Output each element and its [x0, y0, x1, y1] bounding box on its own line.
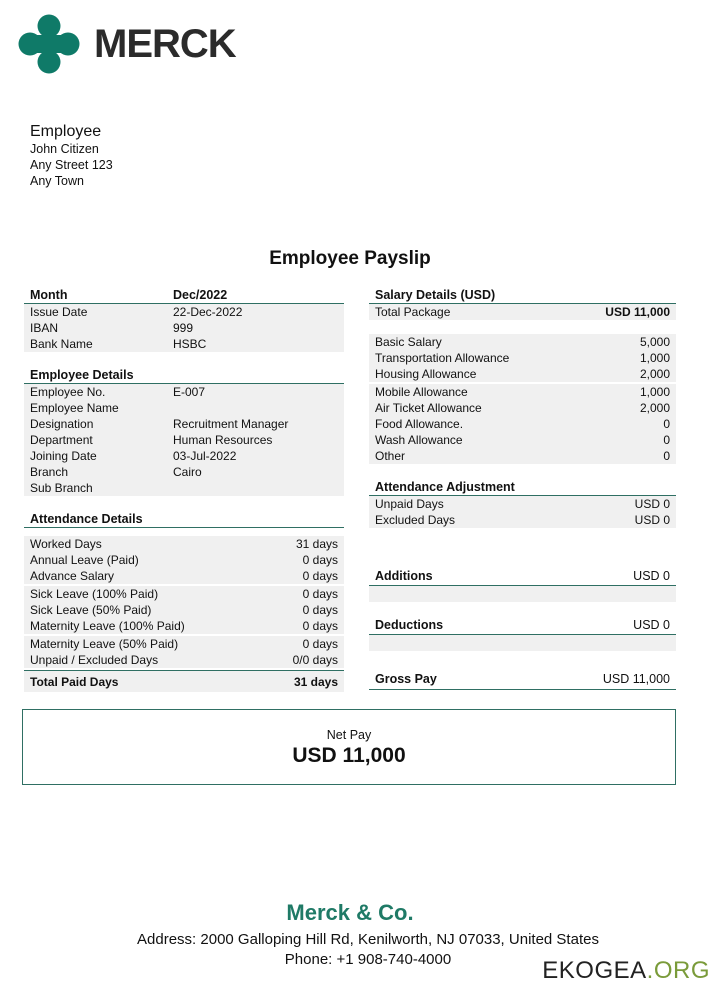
row-value	[173, 400, 338, 416]
row-key: Basic Salary	[375, 335, 442, 349]
row-value: 03-Jul-2022	[173, 449, 237, 463]
row-value: 2,000	[639, 401, 670, 415]
section-heading: Attendance Adjustment	[375, 480, 515, 494]
row-key: Employee Name	[30, 401, 119, 415]
row-key: Annual Leave (Paid)	[30, 553, 139, 567]
row-key: Total Paid Days	[30, 675, 119, 689]
row-value: Cairo	[173, 465, 202, 479]
company-logo	[18, 12, 236, 76]
gross-pay-row	[369, 668, 676, 690]
salary-row	[369, 334, 676, 350]
summary-row	[24, 336, 344, 352]
row-key: Food Allowance.	[375, 417, 464, 431]
salary-row	[369, 448, 676, 464]
row-key: Sick Leave (50% Paid)	[30, 603, 152, 617]
employee-row	[24, 448, 344, 464]
address-line: John Citizen	[30, 142, 99, 156]
row-key: Transportation Allowance	[375, 351, 510, 365]
address-line: Any Street 123	[30, 158, 113, 172]
logo-text: MERCK	[94, 21, 236, 66]
row-value: 0	[663, 433, 670, 447]
row-key: Designation	[30, 417, 94, 431]
allowance-block	[369, 384, 676, 464]
row-value	[173, 480, 338, 496]
total-package-row	[369, 304, 676, 320]
row-key: Wash Allowance	[375, 433, 463, 447]
row-key: Sub Branch	[30, 481, 93, 495]
row-value: 1,000	[639, 385, 670, 399]
row-key: IBAN	[30, 321, 59, 335]
salary-row	[369, 432, 676, 448]
row-value: USD 11,000	[602, 672, 670, 686]
summary-row	[24, 304, 344, 320]
row-value: 2,000	[639, 367, 670, 381]
row-value: Human Resources	[173, 433, 273, 447]
salary-row	[369, 400, 676, 416]
row-key: Air Ticket Allowance	[375, 401, 482, 415]
row-key: Joining Date	[30, 449, 97, 463]
employee-row	[24, 384, 344, 400]
section-heading: Salary Details (USD)	[375, 288, 496, 302]
employee-row	[24, 464, 344, 480]
month-header	[24, 286, 344, 304]
row-value: 0/0 days	[292, 653, 338, 667]
additions-row	[369, 566, 676, 586]
row-key: Sick Leave (100% Paid)	[30, 587, 159, 601]
summary-block	[24, 304, 344, 352]
row-value: 1,000	[639, 351, 670, 365]
salary-breakdown-block	[369, 334, 676, 382]
right-column	[369, 286, 676, 528]
watermark-text: EKOGEA	[542, 957, 647, 984]
net-pay-box	[22, 709, 676, 785]
address-label: Employee	[30, 123, 102, 140]
recipient-address	[30, 122, 113, 189]
left-column	[24, 286, 344, 528]
attendance-row	[24, 618, 344, 634]
row-value: 0	[663, 449, 670, 463]
salary-row	[369, 350, 676, 366]
row-key: Housing Allowance	[375, 367, 477, 381]
row-key: Advance Salary	[30, 569, 115, 583]
adjustment-row	[369, 496, 676, 512]
attendance-details-block	[24, 536, 344, 692]
row-value: USD 0	[633, 569, 670, 583]
row-value: USD 0	[633, 618, 670, 632]
salary-details-header	[369, 286, 676, 304]
row-key: Mobile Allowance	[375, 385, 468, 399]
row-key: Gross Pay	[375, 672, 437, 686]
deductions-section	[369, 615, 676, 651]
section-heading: Employee Details	[30, 368, 134, 382]
total-paid-days-row	[24, 670, 344, 692]
attendance-adjustment-block	[369, 496, 676, 528]
row-key: Unpaid / Excluded Days	[30, 653, 159, 667]
row-value: 0 days	[302, 603, 338, 617]
row-key: Other	[375, 449, 406, 463]
row-key: Branch	[30, 465, 69, 479]
row-value: USD 11,000	[605, 305, 670, 319]
row-value: 31 days	[293, 675, 338, 689]
employee-details-header	[24, 366, 344, 384]
row-value: Recruitment Manager	[173, 417, 289, 431]
employee-row	[24, 480, 344, 496]
row-key: Bank Name	[30, 337, 93, 351]
row-value: 999	[173, 321, 194, 335]
adjustment-row	[369, 512, 676, 528]
attendance-row	[24, 652, 344, 668]
row-key: Maternity Leave (100% Paid)	[30, 619, 185, 633]
row-value: USD 0	[634, 513, 670, 527]
attendance-row	[24, 568, 344, 584]
section-heading: Attendance Details	[30, 512, 143, 526]
salary-row	[369, 366, 676, 382]
employee-row	[24, 432, 344, 448]
row-key: Employee No.	[30, 385, 106, 399]
row-key: Deductions	[375, 618, 444, 632]
address-line: Any Town	[30, 174, 84, 188]
row-key: Maternity Leave (50% Paid)	[30, 637, 179, 651]
footer-address: Address: 2000 Galloping Hill Rd, Kenilworth, NJ 07033, United States	[137, 931, 599, 948]
salary-row	[369, 384, 676, 400]
row-value: HSBC	[173, 337, 207, 351]
attendance-row	[24, 586, 344, 602]
row-key: Excluded Days	[375, 513, 456, 527]
gross-pay-section	[369, 668, 676, 690]
merck-logo-icon	[18, 13, 80, 75]
row-key: Issue Date	[30, 305, 88, 319]
row-value: 5,000	[639, 335, 670, 349]
row-value: 0	[663, 417, 670, 431]
row-value: USD 0	[634, 497, 670, 511]
row-value: 0 days	[302, 587, 338, 601]
footer-phone: Phone: +1 908-740-4000	[284, 951, 452, 968]
net-pay-label: Net Pay	[326, 728, 372, 742]
summary-row	[24, 320, 344, 336]
salary-row	[369, 416, 676, 432]
employee-row	[24, 416, 344, 432]
attendance-row	[24, 636, 344, 652]
attendance-adjustment-header	[369, 478, 676, 496]
row-value: 0 days	[302, 569, 338, 583]
attendance-row	[24, 602, 344, 618]
row-value: 22-Dec-2022	[173, 305, 243, 319]
watermark-suffix: .ORG	[646, 957, 710, 984]
footer-company: Merck & Co.	[286, 900, 414, 925]
employee-details-block	[24, 384, 344, 496]
month-value: Dec/2022	[173, 288, 228, 302]
attendance-details-header	[24, 510, 344, 528]
row-key: Department	[30, 433, 93, 447]
row-key: Total Package	[375, 305, 451, 319]
page-title: Employee Payslip	[269, 248, 431, 269]
deductions-row	[369, 615, 676, 635]
row-key: Additions	[375, 569, 433, 583]
watermark	[542, 957, 710, 985]
additions-section	[369, 566, 676, 602]
row-value: 0 days	[302, 619, 338, 633]
attendance-row	[24, 536, 344, 552]
row-value: 0 days	[302, 637, 338, 651]
month-label: Month	[30, 288, 68, 302]
row-value: 0 days	[302, 553, 338, 567]
row-key: Unpaid Days	[375, 497, 444, 511]
row-value: E-007	[173, 385, 206, 399]
attendance-row	[24, 552, 344, 568]
employee-row	[24, 400, 344, 416]
row-value: 31 days	[295, 537, 338, 551]
net-pay-value: USD 11,000	[292, 744, 406, 767]
row-key: Worked Days	[30, 537, 102, 551]
